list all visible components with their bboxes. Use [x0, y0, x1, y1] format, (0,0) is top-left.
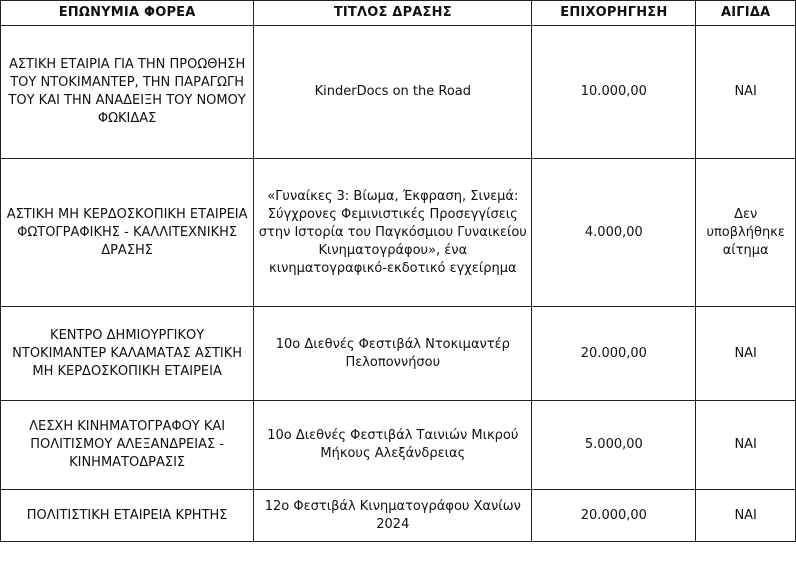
aegis-cell: ΝΑΙ: [696, 307, 796, 401]
entity-cell: ΚΕΝΤΡΟ ΔΗΜΙΟΥΡΓΙΚΟΥ ΝΤΟΚΙΜΑΝΤΕΡ ΚΑΛΑΜΑΤΑΣ ΑΣΤΙΚΗ ΜΗ ΚΕΡΔΟΣΚΟΠΙΚΗ ΕΤΑΙΡΕΙΑ: [1, 307, 254, 401]
aegis-cell: ΝΑΙ: [696, 490, 796, 542]
title-cell: 12ο Φεστιβάλ Κινηματογράφου Χανίων 2024: [254, 490, 532, 542]
grant-cell: 4.000,00: [532, 159, 696, 307]
title-cell: KinderDocs on the Road: [254, 26, 532, 159]
title-cell: «Γυναίκες 3: Βίωμα, Έκφραση, Σινεμά: Σύγχρονες Φεμινιστικές Προσεγγίσεις στην Ιστορία του Παγκόσμιου Γυναικείου Κινηματογράφου», ένα κινηματογραφικό-εκδοτικό εγχείρημα: [254, 159, 532, 307]
header-grant: ΕΠΙΧΟΡΗΓΗΣΗ: [532, 1, 696, 26]
entity-cell: ΑΣΤΙΚΗ ΕΤΑΙΡΙΑ ΓΙΑ ΤΗΝ ΠΡΟΩΘΗΣΗ ΤΟΥ ΝΤΟΚΙΜΑΝΤΕΡ, ΤΗΝ ΠΑΡΑΓΩΓΗ ΤΟΥ ΚΑΙ ΤΗΝ ΑΝΑΔΕΙΞΗ ΤΟΥ ΝΟΜΟΥ ΦΩΚΙΔΑΣ: [1, 26, 254, 159]
aegis-cell: Δεν υποβλήθηκε αίτημα: [696, 159, 796, 307]
title-cell: 10ο Διεθνές Φεστιβάλ Ντοκιμαντέρ Πελοποννήσου: [254, 307, 532, 401]
aegis-cell: ΝΑΙ: [696, 401, 796, 490]
grant-cell: 20.000,00: [532, 307, 696, 401]
grant-cell: 10.000,00: [532, 26, 696, 159]
header-entity: ΕΠΩΝΥΜΙΑ ΦΟΡΕΑ: [1, 1, 254, 26]
entity-cell: ΑΣΤΙΚΗ ΜΗ ΚΕΡΔΟΣΚΟΠΙΚΗ ΕΤΑΙΡΕΙΑ ΦΩΤΟΓΡΑΦΙΚΗΣ - ΚΑΛΛΙΤΕΧΝΙΚΗΣ ΔΡΑΣΗΣ: [1, 159, 254, 307]
table-row: [1, 159, 796, 307]
table-row: [1, 401, 796, 490]
grant-cell: 20.000,00: [532, 490, 696, 542]
entity-cell: ΠΟΛΙΤΙΣΤΙΚΗ ΕΤΑΙΡΕΙΑ ΚΡΗΤΗΣ: [1, 490, 254, 542]
table-row: [1, 307, 796, 401]
aegis-cell: ΝΑΙ: [696, 26, 796, 159]
grant-cell: 5.000,00: [532, 401, 696, 490]
header-aegis: ΑΙΓΙΔΑ: [696, 1, 796, 26]
table-row: [1, 26, 796, 159]
header-title: ΤΙΤΛΟΣ ΔΡΑΣΗΣ: [254, 1, 532, 26]
header-row: [1, 1, 796, 26]
title-cell: 10ο Διεθνές Φεστιβάλ Ταινιών Μικρού Μήκους Αλεξάνδρειας: [254, 401, 532, 490]
table-row: [1, 490, 796, 542]
entity-cell: ΛΕΣΧΗ ΚΙΝΗΜΑΤΟΓΡΑΦΟΥ ΚΑΙ ΠΟΛΙΤΙΣΜΟΥ ΑΛΕΞΑΝΔΡΕΙΑΣ - ΚΙΝΗΜΑΤΟΔΡΑΣΙΣ: [1, 401, 254, 490]
